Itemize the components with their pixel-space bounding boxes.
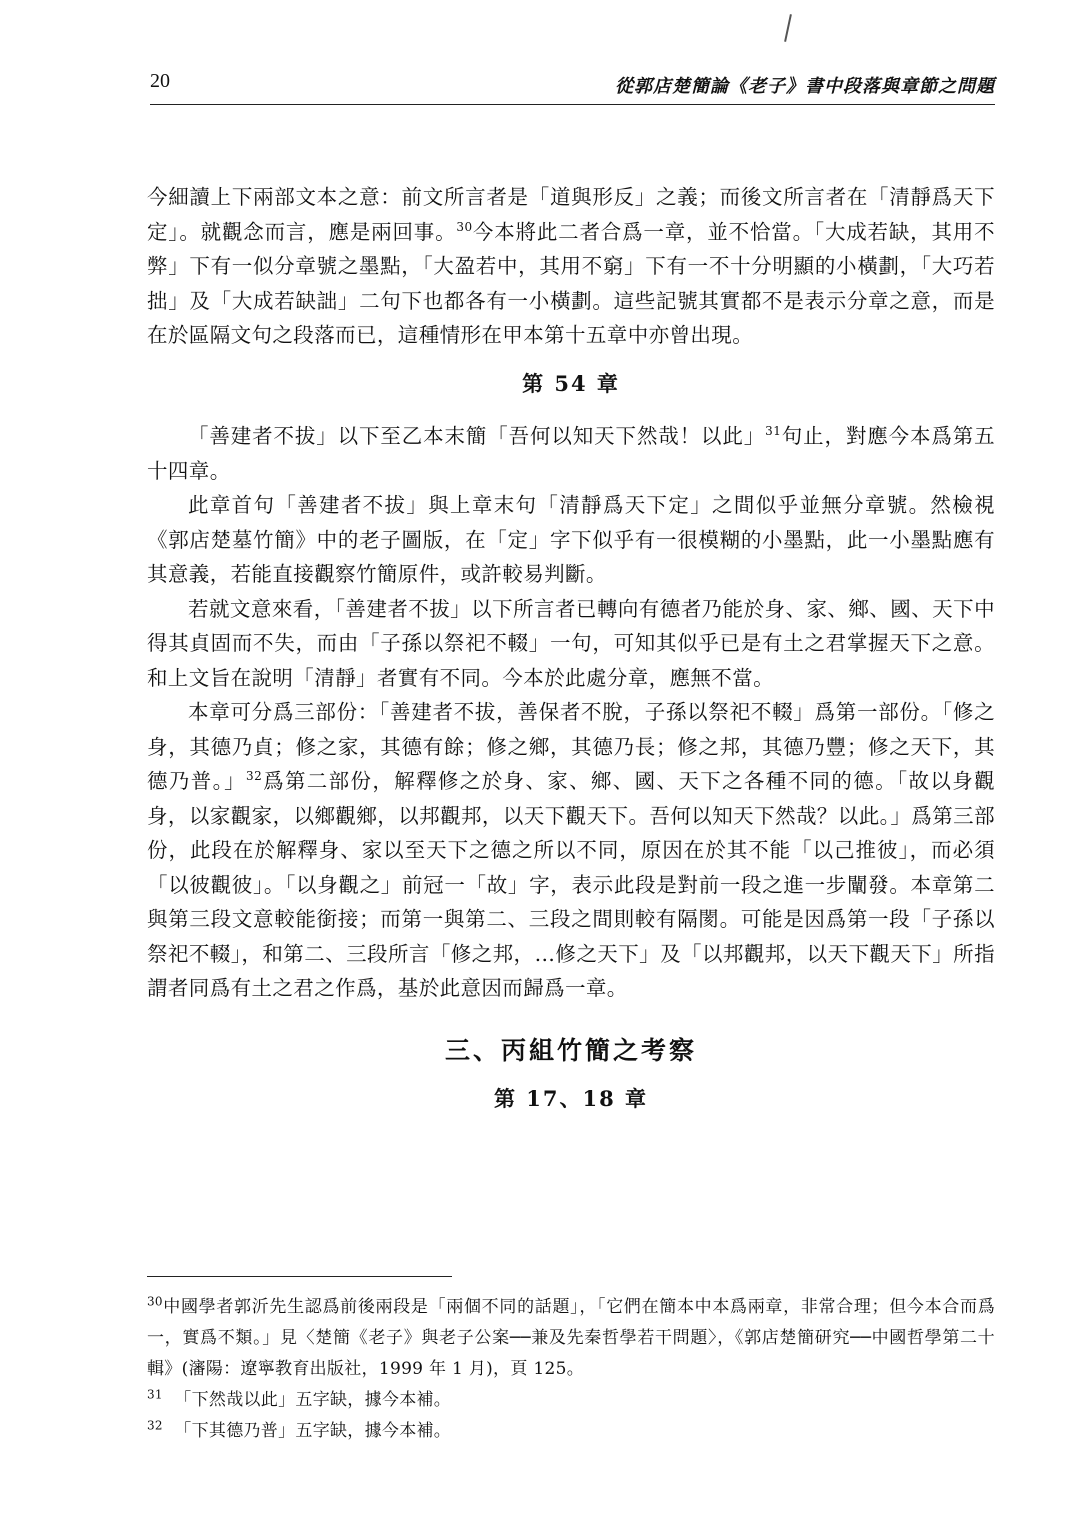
footnote-text: 「下其德乃普」五字缺，據今本補。 bbox=[174, 1421, 452, 1441]
footnote-number: 31 bbox=[147, 1387, 163, 1402]
section-3-heading: 三、丙組竹簡之考察 bbox=[444, 1035, 697, 1065]
intro-paragraph bbox=[147, 180, 995, 353]
ch54-p1-text-b: 句止，對應今本爲第五十四章。 bbox=[147, 424, 995, 483]
footnote-divider bbox=[147, 1276, 452, 1277]
ch54-paragraph-1 bbox=[147, 419, 995, 488]
page-header bbox=[150, 70, 995, 105]
footnote-31 bbox=[147, 1385, 995, 1416]
chapter-17-18-heading: 第 17、18 章 bbox=[493, 1086, 649, 1111]
ch54-p4-text-a: 本章可分爲三部份：「善建者不拔，善保者不脫，子孫以祭祀不輟」爲第一部份。「修之身，其德乃貞；修之家，其德有餘；修之鄉，其德乃長；修之邦，其德乃豐；修之天下，其德乃普。」 bbox=[147, 700, 995, 793]
ch54-paragraph-3: 若就文意來看，「善建者不拔」以下所言者已轉向有德者乃能於身、家、鄉、國、天下中得其貞固而不失，而由「子孫以祭祀不輟」一句，可知其似乎已是有土之君掌握天下之意。和上文旨在說明「清靜」者實有不同。今本於此處分章，應無不當。 bbox=[147, 596, 995, 690]
page-number: 20 bbox=[150, 70, 170, 92]
footnotes bbox=[147, 1292, 995, 1447]
footnote-ref-30: 30 bbox=[456, 219, 473, 234]
footnote-32 bbox=[147, 1416, 995, 1447]
ch54-paragraph-4 bbox=[147, 695, 995, 1006]
footnote-text: 「下然哉以此」五字缺，據今本補。 bbox=[174, 1390, 452, 1410]
footnote-ref-31: 31 bbox=[765, 424, 782, 439]
ch54-p4-text-b: 爲第二部份，解釋修之於身、家、鄉、國、天下之各種不同的德。「故以身觀身，以家觀家，以鄉觀鄉，以邦觀邦，以天下觀天下。吾何以知天下然哉？以此。」爲第三部份，此段在於解釋身、家以至天下之德之所以不同，原因在於其不能「以己推彼」，而必須「以彼觀彼」。「以身觀之」前冠一「故」字，表示此段是對前一段之進一步闡發。本章第二與第三段文意較能銜接；而第一與第二、三段之間則較有隔閡。可能是因爲第一段「子孫以祭祀不輟」，和第二、三段所言「修之邦，…修之天下」及「以邦觀邦，以天下觀天下」所指謂者同爲有土之君之作爲，基於此意因而歸爲一章。 bbox=[147, 769, 996, 1000]
intro-text-cont: 今本將此二者合爲一章，並不恰當。「大成若缺，其用不弊」下有一似分章號之墨點，「大盈若中，其用不窮」下有一不十分明顯的小橫劃，「大巧若拙」及「大成若缺詘」二句下也都各有一小橫劃。這些記號其實都不是表示分章之意，而是在於區隔文句之段落而已，這種情形在甲本第十五章中亦曾出現。 bbox=[147, 219, 996, 347]
ch54-p1-text-a: 「善建者不拔」以下至乙本末簡「吾何以知天下然哉！以此」 bbox=[188, 424, 766, 448]
intro-text: 今細讀上下兩部文本之意：前文所言者是「道與形反」之義；而後文所言者在「清靜爲天下定」。就觀念而言，應是兩回事。 bbox=[147, 185, 995, 244]
pen-mark bbox=[784, 14, 792, 42]
footnote-number: 32 bbox=[147, 1418, 163, 1433]
ch54-paragraph-2: 此章首句「善建者不拔」與上章末句「清靜爲天下定」之間似乎並無分章號。然檢視《郭店楚墓竹簡》中的老子圖版，在「定」字下似乎有一很模糊的小墨點，此一小墨點應有其意義，若能直接觀察竹簡原件，或許較易判斷。 bbox=[147, 493, 995, 586]
chapter-54-heading: 第 54 章 bbox=[522, 370, 620, 396]
footnote-text: 中國學者郭沂先生認爲前後兩段是「兩個不同的話題」，「它們在簡本中本爲兩章，非常合理；但今本合而爲一，實爲不類。」見〈楚簡《老子》與老子公案──兼及先秦哲學若干問題〉，《郭店楚簡研究──中國哲學第二十輯》(瀋陽：遼寧教育出版社，1999 年 1 月)，頁 125。 bbox=[147, 1297, 995, 1379]
running-title: 從郭店楚簡論《老子》書中段落與章節之問題 bbox=[615, 76, 995, 97]
footnote-ref-32: 32 bbox=[246, 769, 263, 784]
body-text bbox=[147, 180, 995, 1117]
footnote-number: 30 bbox=[147, 1294, 163, 1309]
footnote-30 bbox=[147, 1292, 995, 1385]
